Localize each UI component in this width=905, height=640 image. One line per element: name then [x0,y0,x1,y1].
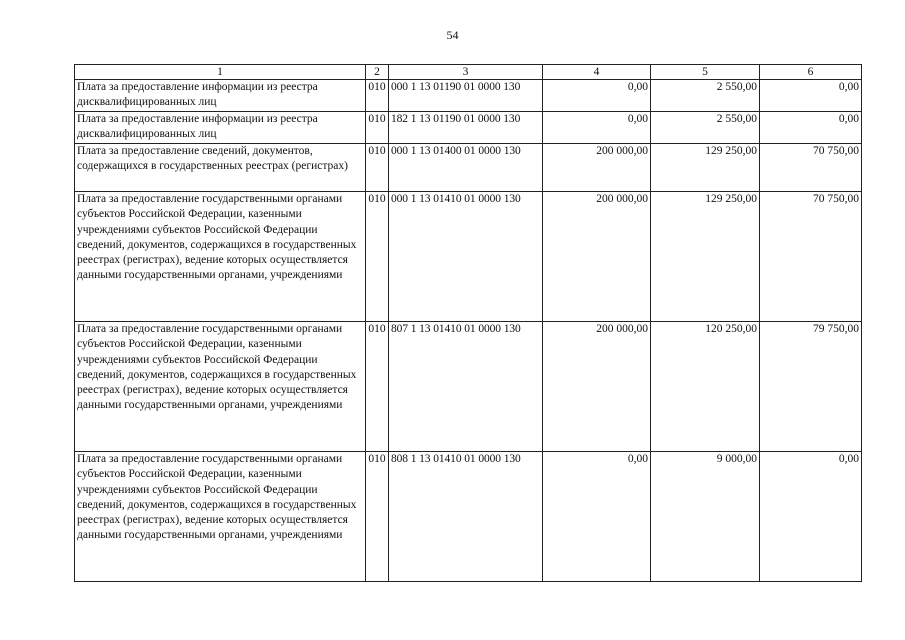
row-col4: 0,00 [543,80,651,112]
row-section: 010 [366,322,389,452]
row-name: Плата за предоставление государственными органами субъектов Российской Федерации, казенными учреждениями субъектов Российской Федерации сведений, документов, содержащихся в государственных реестрах (регистрах), ведение которых осуществляется данными государственными органами, учреждениями [75,192,366,322]
row-section: 010 [366,192,389,322]
header-col-5: 5 [651,65,760,80]
row-section: 010 [366,80,389,112]
row-col4: 200 000,00 [543,144,651,192]
header-col-2: 2 [366,65,389,80]
row-col4: 0,00 [543,112,651,144]
table-row [75,144,862,192]
row-section: 010 [366,452,389,582]
row-col5: 129 250,00 [651,192,760,322]
row-col5: 2 550,00 [651,112,760,144]
row-col4: 200 000,00 [543,192,651,322]
row-col6: 70 750,00 [760,192,862,322]
row-section: 010 [366,112,389,144]
row-code: 182 1 13 01190 01 0000 130 [389,112,543,144]
row-col6: 0,00 [760,80,862,112]
row-code: 807 1 13 01410 01 0000 130 [389,322,543,452]
row-col6: 0,00 [760,112,862,144]
page-number: 54 [446,28,459,42]
row-code: 808 1 13 01410 01 0000 130 [389,452,543,582]
header-row [75,65,862,80]
row-col6: 0,00 [760,452,862,582]
row-col5: 2 550,00 [651,80,760,112]
row-col6: 79 750,00 [760,322,862,452]
row-code: 000 1 13 01400 01 0000 130 [389,144,543,192]
row-name: Плата за предоставление сведений, документов, содержащихся в государственных реестрах (регистрах) [75,144,366,192]
row-col5: 9 000,00 [651,452,760,582]
table-row [75,322,862,452]
header-col-6: 6 [760,65,862,80]
table-row [75,112,862,144]
row-code: 000 1 13 01190 01 0000 130 [389,80,543,112]
row-col4: 200 000,00 [543,322,651,452]
row-col5: 120 250,00 [651,322,760,452]
budget-revenue-table [74,64,862,582]
header-col-3: 3 [389,65,543,80]
row-name: Плата за предоставление информации из реестра дисквалифицированных лиц [75,80,366,112]
header-col-4: 4 [543,65,651,80]
table-row [75,192,862,322]
row-section: 010 [366,144,389,192]
row-name: Плата за предоставление информации из реестра дисквалифицированных лиц [75,112,366,144]
row-col6: 70 750,00 [760,144,862,192]
table-row [75,452,862,582]
row-col4: 0,00 [543,452,651,582]
row-col5: 129 250,00 [651,144,760,192]
row-name: Плата за предоставление государственными органами субъектов Российской Федерации, казенными учреждениями субъектов Российской Федерации сведений, документов, содержащихся в государственных реестрах (регистрах), ведение которых осуществляется данными государственными органами, учреждениями [75,322,366,452]
table-row [75,80,862,112]
row-code: 000 1 13 01410 01 0000 130 [389,192,543,322]
header-col-1: 1 [75,65,366,80]
row-name: Плата за предоставление государственными органами субъектов Российской Федерации, казенными учреждениями субъектов Российской Федерации сведений, документов, содержащихся в государственных реестрах (регистрах), ведение которых осуществляется данными государственными органами, учреждениями [75,452,366,582]
